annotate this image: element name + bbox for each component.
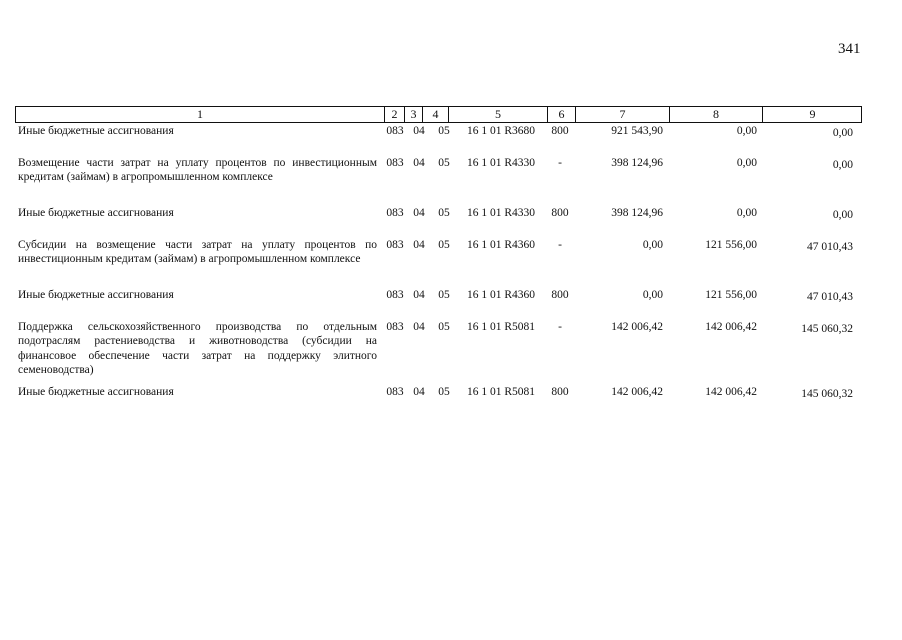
row-col4: 05 [438,321,450,333]
row-col3: 04 [413,321,425,333]
row-col7: 398 124,96 [611,207,663,219]
row-col7: 142 006,42 [611,321,663,333]
row-col9: 145 060,32 [801,323,853,335]
row-col8: 121 556,00 [705,289,757,301]
row-col8: 0,00 [736,207,757,219]
row-col7: 921 543,90 [611,125,663,137]
row-col4: 05 [438,386,450,398]
row-col2: 083 [386,386,404,398]
row-description: Возмещение части затрат на уплату процентов по инвестиционным кредитам (займам) в агропромышленном комплексе [18,157,377,184]
row-col2: 083 [386,289,404,301]
row-col3: 04 [413,289,425,301]
row-col4: 05 [438,125,450,137]
row-col8: 0,00 [736,157,757,169]
header-cell-4: 4 [422,107,448,122]
row-col9: 0,00 [832,209,853,221]
row-col9: 47 010,43 [807,291,853,303]
row-col6: 800 [551,207,569,219]
row-col2: 083 [386,239,404,251]
row-col9: 47 010,43 [807,241,853,253]
row-col9: 0,00 [832,127,853,139]
row-col6: 800 [551,289,569,301]
row-col8: 0,00 [736,125,757,137]
row-col3: 04 [413,157,425,169]
row-col4: 05 [438,157,450,169]
row-col3: 04 [413,239,425,251]
row-col5: 16 1 01 R3680 [466,125,536,137]
header-cell-9: 9 [762,107,862,122]
row-col6: 800 [551,386,569,398]
row-col2: 083 [386,125,404,137]
header-cell-8: 8 [669,107,762,122]
row-col6: - [558,157,562,169]
row-col5: 16 1 01 R4360 [466,289,536,301]
row-description: Иные бюджетные ассигнования [18,289,174,301]
row-description: Иные бюджетные ассигнования [18,125,174,137]
header-cell-5: 5 [448,107,547,122]
row-col7: 142 006,42 [611,386,663,398]
row-col4: 05 [438,207,450,219]
row-col5: 16 1 01 R5081 [466,321,536,333]
table-header [15,106,862,123]
row-description: Иные бюджетные ассигнования [18,386,174,398]
row-description: Иные бюджетные ассигнования [18,207,174,219]
row-col7: 0,00 [642,239,663,251]
row-col5: 16 1 01 R4330 [466,157,536,169]
row-col7: 0,00 [642,289,663,301]
row-description: Субсидии на возмещение части затрат на уплату процентов по инвестиционным кредитам (займам) в агропромышленном комплексе [18,239,377,266]
row-col3: 04 [413,207,425,219]
header-cell-7: 7 [575,107,669,122]
row-col7: 398 124,96 [611,157,663,169]
row-col5: 16 1 01 R5081 [466,386,536,398]
header-cell-2: 2 [384,107,404,122]
row-col8: 142 006,42 [705,321,757,333]
row-col6: - [558,321,562,333]
row-col8: 142 006,42 [705,386,757,398]
header-cell-3: 3 [404,107,422,122]
row-col9: 145 060,32 [801,388,853,400]
row-col6: 800 [551,125,569,137]
row-col5: 16 1 01 R4360 [466,239,536,251]
row-col4: 05 [438,239,450,251]
row-col8: 121 556,00 [705,239,757,251]
page-number: 341 [838,41,861,57]
row-description: Поддержка сельскохозяйственного производства по отдельным подотраслям растениеводства и животноводства (субсидии на финансовое обеспечение части затрат на поддержку элитного семеноводства) [18,321,377,376]
row-col3: 04 [413,125,425,137]
header-cell-6: 6 [547,107,575,122]
row-col2: 083 [386,157,404,169]
row-col4: 05 [438,289,450,301]
row-col2: 083 [386,321,404,333]
row-col3: 04 [413,386,425,398]
row-col5: 16 1 01 R4330 [466,207,536,219]
row-col9: 0,00 [832,159,853,171]
row-col2: 083 [386,207,404,219]
row-col6: - [558,239,562,251]
header-cell-1: 1 [197,107,203,121]
